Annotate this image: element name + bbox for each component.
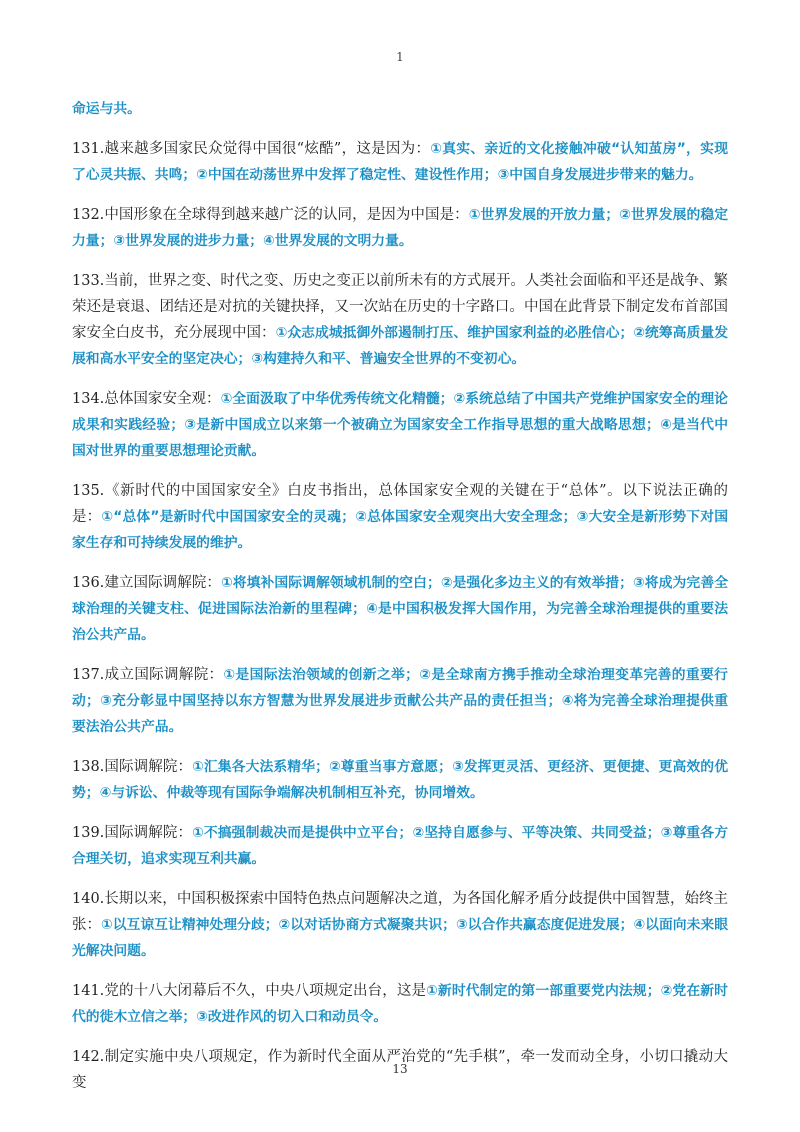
paragraph <box>72 478 728 556</box>
answer-text: ①众志成城抵御外部遏制打压、维护国家利益的必胜信心；②统筹高质量发展和高水平安全的坚定决心；③构建持久和平、普遍安全世界的不变初心。 <box>72 325 728 367</box>
question-text: 133.当前，世界之变、时代之变、历史之变正以前所未有的方式展开。人类社会面临和平还是战争、繁荣还是衰退、团结还是对抗的关键抉择，又一次站在历史的十字路口。中国在此背景下制定发布首部国家安全白皮书，充分展现中国： <box>72 273 728 341</box>
answer-text: ①真实、亲近的文化接触冲破“认知茧房”，实现了心灵共振、共鸣；②中国在动荡世界中发挥了稳定性、建设性作用；③中国自身发展进步带来的魅力。 <box>72 141 728 183</box>
paragraph <box>72 202 728 254</box>
question-text: 131.越来越多国家民众觉得中国很“炫酷”，这是因为： <box>72 141 431 157</box>
answer-text: ①以互谅互让精神处理分歧；②以对话协商方式凝聚共识；③以合作共赢态度促进发展；④以面向未来眼光解决问题。 <box>72 917 729 959</box>
paragraph <box>72 662 728 740</box>
question-text: 137.成立国际调解院： <box>72 667 224 683</box>
paragraph <box>72 96 728 122</box>
paragraph <box>72 978 728 1030</box>
question-text: 140.长期以来，中国积极探索中国特色热点问题解决之道，为各国化解矛盾分歧提供中国智慧，始终主张： <box>72 891 728 933</box>
question-text: 138.国际调解院： <box>72 759 193 775</box>
paragraph <box>72 268 728 372</box>
answer-text: 命运与共。 <box>72 101 141 117</box>
question-text: 136.建立国际调解院： <box>72 575 221 591</box>
paragraph <box>72 886 728 964</box>
page-number: 13 <box>392 1062 408 1076</box>
question-text: 135.《新时代的中国国家安全》白皮书指出，总体国家安全观的关键在于“总体”。以下说法正确的是： <box>72 483 728 525</box>
paragraph <box>72 754 728 806</box>
question-text: 141.党的十八大闭幕后不久，中央八项规定出台，这是 <box>72 983 427 999</box>
question-text: 132.中国形象在全球得到越来越广泛的认同，是因为中国是： <box>72 207 469 223</box>
question-text: 134.总体国家安全观： <box>72 391 221 407</box>
answer-text: ①“总体”是新时代中国国家安全的灵魂；②总体国家安全观突出大安全理念；③大安全是新形势下对国家生存和可持续发展的维护。 <box>72 509 729 551</box>
answer-text: ①新时代制定的第一部重要党内法规；②党在新时代的徙木立信之举；③改进作风的切入口和动员令。 <box>72 983 728 1025</box>
question-text: 142.制定实施中央八项规定，作为新时代全面从严治党的“先手棋”，牵一发而动全身，小切口撬动大变 <box>72 1049 728 1091</box>
paragraph <box>72 386 728 464</box>
question-text: 139.国际调解院： <box>72 825 193 841</box>
paragraph <box>72 820 728 872</box>
answer-text: ①全面汲取了中华优秀传统文化精髓；②系统总结了中国共产党维护国家安全的理论成果和实践经验；③是新中国成立以来第一个被确立为国家安全工作指导思想的重大战略思想；④是当代中国对世界的重要思想理论贡献。 <box>72 391 728 459</box>
answer-text: ①世界发展的开放力量；②世界发展的稳定力量；③世界发展的进步力量；④世界发展的文明力量。 <box>72 207 728 249</box>
answer-text: ①汇集各大法系精华；②尊重当事方意愿；③发挥更灵活、更经济、更便捷、更高效的优势；④与诉讼、仲裁等现有国际争端解决机制相互补充，协同增效。 <box>72 759 728 801</box>
content-body <box>72 96 728 1110</box>
paragraph <box>72 136 728 188</box>
paragraph <box>72 570 728 648</box>
answer-text: ①将填补国际调解领域机制的空白；②是强化多边主义的有效举措；③将成为完善全球治理的关键支柱、促进国际法治新的里程碑；④是中国积极发挥大国作用，为完善全球治理提供的重要法治公共产品。 <box>72 575 728 643</box>
answer-text: ①不搞强制裁决而是提供中立平台；②坚持自愿参与、平等决策、共同受益；③尊重各方合理关切，追求实现互利共赢。 <box>72 825 728 867</box>
answer-text: ①是国际法治领域的创新之举；②是全球南方携手推动全球治理变革完善的重要行动；③充分彰显中国坚持以东方智慧为世界发展进步贡献公共产品的责任担当；④将为完善全球治理提供重要法治公共产品。 <box>72 667 728 735</box>
header-page-marker: 1 <box>396 50 404 64</box>
